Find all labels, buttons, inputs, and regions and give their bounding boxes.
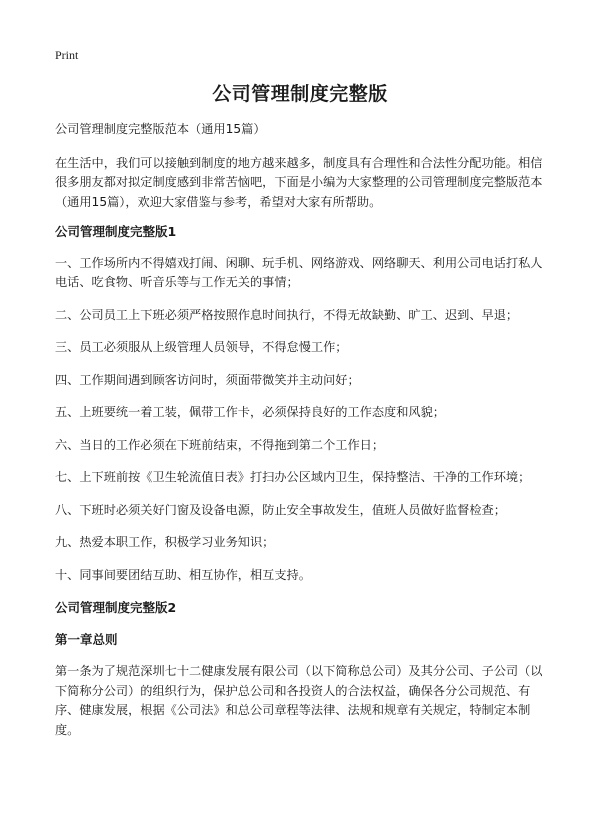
intro-paragraph: 在生活中，我们可以接触到制度的地方越来越多，制度具有合理性和合法性分配功能。相信很多朋友都对拟定制度感到非常苦恼吧，下面是小编为大家整理的公司管理制度完整版范本（通用15篇），欢迎大家借鉴与参考，希望对大家有所帮助。 [55, 155, 543, 209]
rule-item-10: 十、同事间要团结互助、相互协作，相互支持。 [55, 567, 311, 582]
rule-item-3: 三、员工必须服从上级管理人员领导，不得怠慢工作； [55, 340, 348, 354]
rule-item-5: 五、上班要统一着工装，佩带工作卡，必须保持良好的工作态度和风貌； [55, 405, 445, 419]
document-title: 公司管理制度完整版 [212, 83, 388, 105]
section-heading-2: 公司管理制度完整版2 [55, 600, 177, 615]
document-body [55, 120, 551, 740]
section-heading-1: 公司管理制度完整版1 [55, 224, 177, 239]
chapter-heading: 第一章总则 [55, 631, 118, 647]
rule-item-1: 一、工作场所内不得嬉戏打闹、闲聊、玩手机、网络游戏、网络聊天、利用公司电话打私人电话、吃食物、听音乐等与工作无关的事情； [55, 255, 543, 289]
chapter-paragraph: 第一条为了规范深圳七十二健康发展有限公司（以下简称总公司）及其分公司、子公司（以下简称分公司）的组织行为，保护总公司和各投资人的合法权益，确保各分公司规范、有序、健康发展，根据《公司法》和总公司章程等法律、法规和规章有关规定，特制定本制度。 [55, 664, 543, 737]
rule-item-6: 六、当日的工作必须在下班前结束，不得拖到第二个工作日； [55, 437, 385, 452]
rule-item-8: 八、下班时必须关好门窗及设备电源，防止安全事故发生，值班人员做好监督检查； [55, 502, 506, 517]
rule-item-7: 七、上下班前按《卫生轮流值日表》打扫办公区域内卫生，保持整洁、干净的工作环境； [55, 470, 531, 484]
rule-item-2: 二、公司员工上下班必须严格按照作息时间执行，不得无故缺勤、旷工、迟到、早退； [55, 307, 519, 322]
document-subtitle: 公司管理制度完整版范本（通用15篇） [55, 122, 266, 136]
print-link[interactable]: Print [55, 48, 79, 62]
rule-item-9: 九、热爱本职工作，积极学习业务知识； [55, 535, 275, 549]
rule-item-4: 四、工作期间遇到顾客访问时，须面带微笑并主动问好； [55, 372, 360, 387]
